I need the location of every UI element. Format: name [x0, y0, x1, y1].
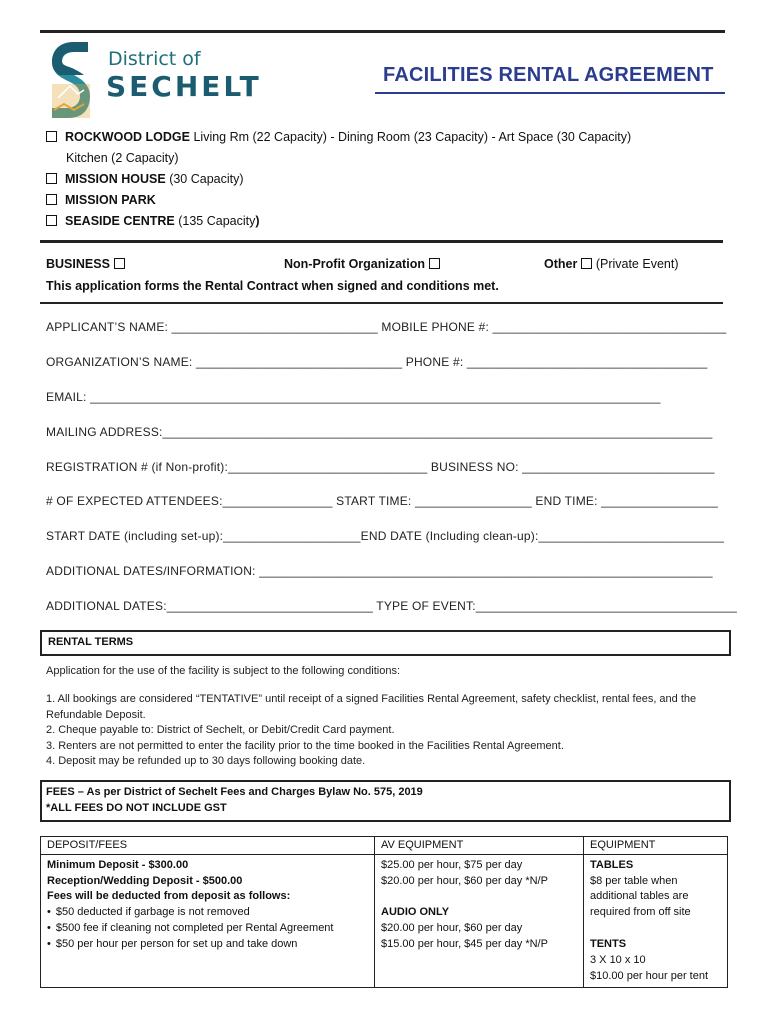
audio-rate-1: $20.00 per hour, $60 per day	[381, 922, 523, 935]
mailing-address-field[interactable]: MAILING ADDRESS:________________________________________________________________________________	[46, 425, 713, 439]
rockwood-checkbox[interactable]	[46, 131, 57, 142]
tables-line: $8 per table when	[590, 874, 678, 887]
av-cell	[375, 854, 584, 988]
registration-field[interactable]: REGISTRATION # (if Non-profit):_____________________________ BUSINESS NO: ____________________________	[46, 460, 715, 474]
term-item: 1. All bookings are considered “TENTATIVE” until receipt of a signed Facilities Rental Agreement, safety checklist, rental fees, and the Refundable Deposit.	[46, 693, 697, 721]
av-rate-1: $25.00 per hour, $75 per day	[381, 858, 523, 871]
deposit-cell	[41, 854, 375, 988]
facility-name: SEASIDE CENTRE	[65, 214, 175, 228]
other-label: Other	[544, 257, 578, 271]
organization-name-field[interactable]: ORGANIZATION’S NAME: ______________________________ PHONE #: ___________________________________	[46, 355, 708, 369]
attendees-field[interactable]: # OF EXPECTED ATTENDEES:________________ START TIME: _________________ END TIME: _________________	[46, 494, 719, 508]
term-item: 4. Deposit may be refunded up to 30 days following booking date.	[46, 755, 366, 767]
header-deposit: DEPOSIT/FEES	[41, 837, 375, 855]
table-row	[41, 854, 728, 988]
fee-table	[40, 836, 728, 988]
business-checkbox[interactable]	[114, 258, 125, 269]
contract-notice: This application forms the Rental Contract when signed and conditions met.	[46, 279, 499, 293]
rental-terms-box	[40, 630, 731, 656]
nonprofit-label: Non-Profit Organization	[284, 257, 425, 271]
logo-name-text: SECHELT	[106, 70, 262, 103]
facility-rockwood	[46, 130, 631, 144]
facility-detail: (135 Capacity	[174, 214, 256, 228]
equipment-cell	[584, 854, 728, 988]
audio-heading: AUDIO ONLY	[381, 906, 450, 919]
rental-terms-heading: RENTAL TERMS	[48, 636, 134, 648]
audio-rate-2: $15.00 per hour, $45 per day *N/P	[381, 937, 548, 950]
title-underline	[375, 92, 725, 94]
list-item: • $50 per hour per person for set up and take down	[47, 937, 368, 953]
facility-mission-house	[46, 172, 244, 186]
other-checkbox[interactable]	[581, 258, 592, 269]
logo-district-text: District of	[108, 48, 201, 70]
wedding-deposit: Reception/Wedding Deposit - $500.00	[47, 874, 243, 887]
tables-line: additional tables are	[590, 890, 689, 903]
list-item: • $500 fee if cleaning not completed per Rental Agreement	[47, 921, 368, 937]
section-rule	[40, 240, 723, 243]
additional-info-field[interactable]: ADDITIONAL DATES/INFORMATION: __________________________________________________________________	[46, 564, 713, 578]
facility-name: MISSION HOUSE	[65, 172, 166, 186]
type-other	[544, 257, 678, 271]
fees-gst-note: *ALL FEES DO NOT INCLUDE GST	[46, 802, 227, 814]
facility-mission-park	[46, 193, 156, 207]
business-label: BUSINESS	[46, 257, 110, 271]
facility-name: MISSION PARK	[65, 193, 156, 207]
terms-intro: Application for the use of the facility is subject to the following conditions:	[46, 665, 401, 677]
tents-size: 3 X 10 x 10	[590, 953, 646, 966]
fees-text	[46, 784, 423, 816]
tables-heading: TABLES	[590, 858, 634, 871]
tents-heading: TENTS	[590, 937, 627, 950]
seaside-checkbox[interactable]	[46, 215, 57, 226]
deduction-list	[47, 905, 368, 952]
page-title: FACILITIES RENTAL AGREEMENT	[383, 64, 714, 86]
list-item: • $50 deducted if garbage is not removed	[47, 905, 368, 921]
nonprofit-checkbox[interactable]	[429, 258, 440, 269]
email-field[interactable]: EMAIL: ___________________________________________________________________________________	[46, 390, 661, 404]
term-item: 3. Renters are not permitted to enter the facility prior to the time booked in the Facilities Rental Agreement.	[46, 739, 564, 752]
spacer	[381, 889, 577, 905]
table-header-row	[41, 837, 728, 855]
section-rule	[40, 302, 723, 304]
min-deposit: Minimum Deposit - $300.00	[47, 858, 189, 871]
facility-name: ROCKWOOD LODGE	[65, 130, 190, 144]
header-av: AV EQUIPMENT	[375, 837, 584, 855]
deducted-note: Fees will be deducted from deposit as follows:	[47, 890, 291, 903]
type-nonprofit	[284, 257, 440, 271]
mission-house-checkbox[interactable]	[46, 173, 57, 184]
top-rule	[40, 30, 725, 33]
facility-detail: Living Rm (22 Capacity) - Dining Room (23 Capacity) - Art Space (30 Capacity)	[190, 130, 632, 144]
term-item: 2. Cheque payable to: District of Sechelt, or Debit/Credit Card payment.	[46, 724, 395, 736]
mission-park-checkbox[interactable]	[46, 194, 57, 205]
applicant-name-field[interactable]: APPLICANT’S NAME: ______________________________ MOBILE PHONE #: __________________________________	[46, 320, 727, 334]
spacer	[590, 921, 721, 937]
dates-field[interactable]: START DATE (including set-up):____________________END DATE (Including clean-up):___________________________	[46, 529, 725, 543]
additional-dates-field[interactable]: ADDITIONAL DATES:______________________________ TYPE OF EVENT:______________________________________	[46, 599, 737, 613]
tables-line: required from off site	[590, 906, 691, 919]
tents-rate: $10.00 per hour per tent	[590, 969, 709, 982]
facility-rockwood-detail2: Kitchen (2 Capacity)	[66, 151, 179, 165]
type-business	[46, 257, 125, 271]
fees-bylaw: FEES – As per District of Sechelt Fees and Charges Bylaw No. 575, 2019	[46, 786, 423, 798]
facility-detail: (30 Capacity)	[165, 172, 244, 186]
other-note: (Private Event)	[592, 257, 679, 271]
facility-seaside	[46, 214, 260, 228]
av-rate-2: $20.00 per hour, $60 per day *N/P	[381, 874, 548, 887]
header-equipment: EQUIPMENT	[584, 837, 728, 855]
terms-list	[46, 692, 726, 770]
facility-detail-end: )	[255, 214, 260, 228]
